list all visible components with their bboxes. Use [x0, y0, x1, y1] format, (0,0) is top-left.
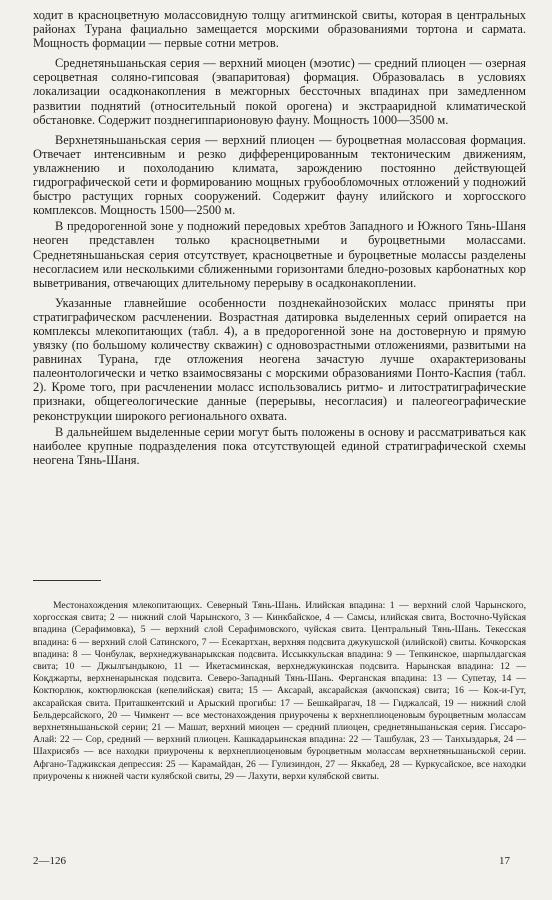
main-text	[33, 8, 526, 473]
footnote-divider	[33, 580, 101, 581]
paragraph-6: В дальнейшем выделенные серии могут быть положены в основу и рассматриваться как наиболее крупные подразделения пока отсутствующей единой стратиграфической схемы неогена Тянь-Шаня.	[33, 424, 526, 467]
signature-mark: 2—126	[33, 855, 66, 867]
paragraph-1: ходит в красноцветную молассовидную толщу агитминской свиты, которая в центральных районах Турана фациально замещается морскими образованиями тортона и сармата. Мощность формации — первые сотни метров.	[33, 8, 526, 51]
paragraph-3: Верхнетяньшаньская серия — верхний плиоцен — буроцветная молассовая формация. Отвечает интенсивным и резко дифференцированным тектоническим движениям, увлажнению и похолоданию климата, зарождению постоянно действующей гидрографической сети и формированию мощных грубообломочных отложений у подножий быстро растущих горных сооружений. Содержит фауну илийского и хоргосского комплексов. Мощность 1500—2500 м.	[33, 132, 526, 218]
paragraph-2: Среднетяньшаньская серия — верхний миоцен (мэотис) — средний плиоцен — озерная сероцветная соляно-гипсовая (эвапаритовая) формация. Образовалась в условиях локализации осадконакопления в межгорных бессточных впадинах при замедленном развитии поднятий (относительный покой орогена) и экстрааридной климатической обстановке. Содержит позднегиппарионовую фауну. Мощность 1000—3500 м.	[33, 56, 526, 127]
footnote	[33, 600, 526, 783]
page-number: 17	[499, 855, 510, 867]
footnote-text: Местонахождения млекопитающих. Северный Тянь-Шань. Илийская впадина: 1 — верхний слой Чарынского, хоргосская свита; 2 — нижний слой Чарынского, 3 — Кинкбайское, 4 — Самсы, илийская свита, Восточно-Чуйская впадина (Серафимовка), 5 — верхний слой Серафимовского, чуйская свита. Центральный Тянь-Шань. Текесская впадина: 6 — верхний слой Сатинского, 7 — Есекартхан, верхняя подсвита джукушской (илийской) свиты. Кочкорская впадина: 8 — Чонбулак, верхнеджуванарыкская подсвита. Иссыккульская впадина: 9 — Тепкинское, шарпылдагская свита; 10 — Джылгындыкою, 11 — Икетасминская, верхнеджукинская подсвита. Нарынская впадина: 12 — Коқджарты, верхненарынская подсвита. Северо-Западный Тянь-Шань. Ферганская впадина: 13 — Супетау, 14 — Коктюрлюк, коктюрлюкская (кепелийская) свита; 15 — Аксарай, аксарайская (акчопская) свита; 16 — Кок-и-Гут, аксарайская свита. Приташкентский и Арыский прогибы: 17 — Бешкайрагач, 18 — Гиджалсай, 19 — нижний слой Бельдерсайского, 20 — Чимкент — все местонахождения приурочены к верхнеплиоценовым буроцветным молассам верхнетяньшаньской серии; 21 — Машат, верхний миоцен — средний плиоцен, среднетяньшаньская серия. Гиссаро-Алай: 22 — Сор, средний — верхний плиоцен. Кашкадарьинская впадина: 22 — Ташбулак, 23 — Танхыздарья, 24 — Шахрисябз — все находки приурочены к верхнеплиоценовым буроцветным молассам верхнетяньшаньской серии. Афгано-Таджикская депрессия: 25 — Карамайдан, 26 — Гулизиндон, 27 — Яккабед, 28 — Куркусайское, все находки приурочены к нижней части кулябской свиты, 29 — Лахути, верхи кулябской свиты.	[33, 600, 526, 782]
paragraph-4: В предорогенной зоне у подножий передовых хребтов Западного и Южного Тянь-Шаня неоген представлен только красноцветными и буроцветными молассами. Среднетяньшаньская серия отсутствует, красноцветные и буроцветные молассы разделены несогласием или несколькими сближенными горизонтами бледно-розовых карбонатных кор выветривания, отвечающих длительному перерыву в осадконакоплении.	[33, 219, 526, 290]
paragraph-5: Указанные главнейшие особенности позднекайнозойских моласс приняты при стратиграфическом расчленении. Возрастная датировка выделенных серий опирается на комплексы млекопитающих (табл. 4), а в предорогенной зоне на достоверную и прямую увязку (по большому количеству скважин) с одновозрастными отложениями, развитыми на равнинах Турана, где отложения неогена зачастую лучше охарактеризованы палеонтологически и четко взаимосвязаны с морскими образованиями Понто-Каспия (табл. 2). Кроме того, при расчленении моласс использовались ритмо- и литостратиграфические признаки, общегеологические данные (перерывы, несогласия) и палеогеографические реконструкции широкого регионального охвата.	[33, 295, 526, 423]
